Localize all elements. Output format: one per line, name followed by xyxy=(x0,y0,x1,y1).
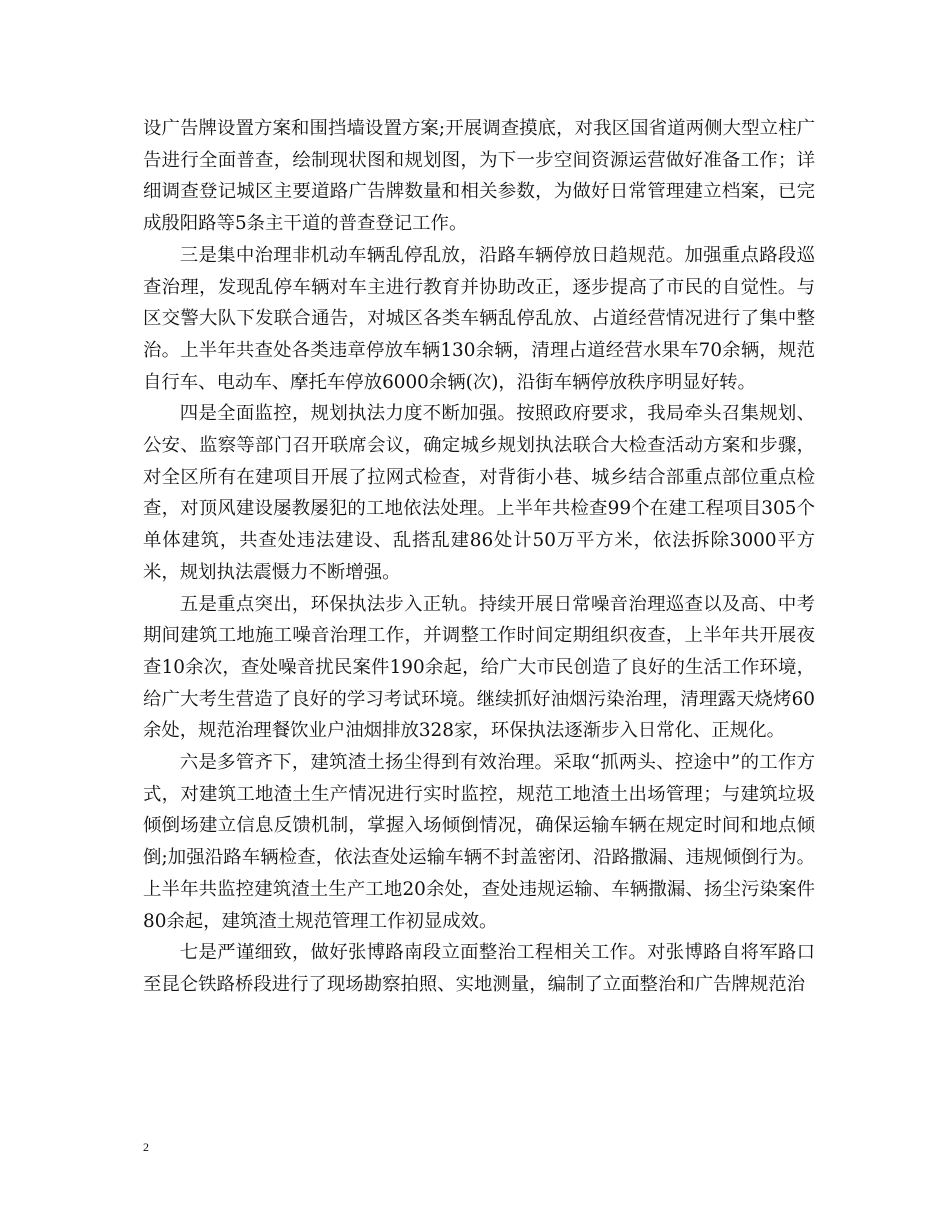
paragraph-6: 七是严谨细致，做好张博路南段立面整治工程相关工作。对张博路自将军路口至昆仑铁路桥段进行了现场勘察拍照、实地测量，编制了立面整治和广告牌规范治 xyxy=(143,942,815,995)
paragraph-3: 四是全面监控，规划执法力度不断加强。按照政府要求，我局牵头召集规划、公安、监察等部门召开联席会议，确定城乡规划执法联合大检查活动方案和步骤，对全区所有在建项目开展了拉网式检查，对背街小巷、城乡结合部重点部位重点检查，对顶风建设屡教屡犯的工地依法处理。上半年共检查99个在建工程项目305个单体建筑，共查处违法建设、乱搭乱建86处计50万平方米，依法拆除3000平方米，规划执法震慑力不断增强。 xyxy=(143,403,815,583)
paragraph-1: 设广告牌设置方案和围挡墙设置方案;开展调查摸底，对我区国省道两侧大型立柱广告进行全面普查，绘制现状图和规划图，为下一步空间资源运营做好准备工作；详细调查登记城区主要道路广告牌数量和相关参数，为做好日常管理建立档案，已完成殷阳路等5条主干道的普查登记工作。 xyxy=(143,118,815,235)
document-body xyxy=(143,113,815,1001)
paragraph-4: 五是重点突出，环保执法步入正轨。持续开展日常噪音治理巡查以及高、中考期间建筑工地施工噪音治理工作，并调整工作时间定期组织夜查，上半年共开展夜查10余次，查处噪音扰民案件190余起，给广大市民创造了良好的生活工作环境，给广大考生营造了良好的学习考试环境。继续抓好油烟污染治理，清理露天烧烤60余处，规范治理餐饮业户油烟排放328家，环保执法逐渐步入日常化、正规化。 xyxy=(143,593,815,742)
page-number: 2 xyxy=(143,1140,149,1154)
paragraph-2: 三是集中治理非机动车辆乱停乱放，沿路车辆停放日趋规范。加强重点路段巡查治理，发现乱停车辆对车主进行教育并协助改正，逐步提高了市民的自觉性。与区交警大队下发联合通告，对城区各类车辆乱停乱放、占道经营情况进行了集中整治。上半年共查处各类违章停放车辆130余辆，清理占道经营水果车70余辆，规范自行车、电动车、摩托车停放6000余辆(次)，沿街车辆停放秩序明显好转。 xyxy=(143,244,815,393)
paragraph-5: 六是多管齐下，建筑渣土扬尘得到有效治理。采取“抓两头、控途中”的工作方式，对建筑工地渣土生产情况进行实时监控，规范工地渣土出场管理；与建筑垃圾倾倒场建立信息反馈机制，掌握入场倾倒情况，确保运输车辆在规定时间和地点倾倒;加强沿路车辆检查，依法查处运输车辆不封盖密闭、沿路撒漏、违规倾倒行为。上半年共监控建筑渣土生产工地20余处，查处违规运输、车辆撒漏、扬尘污染案件80余起，建筑渣土规范管理工作初显成效。 xyxy=(143,752,815,932)
